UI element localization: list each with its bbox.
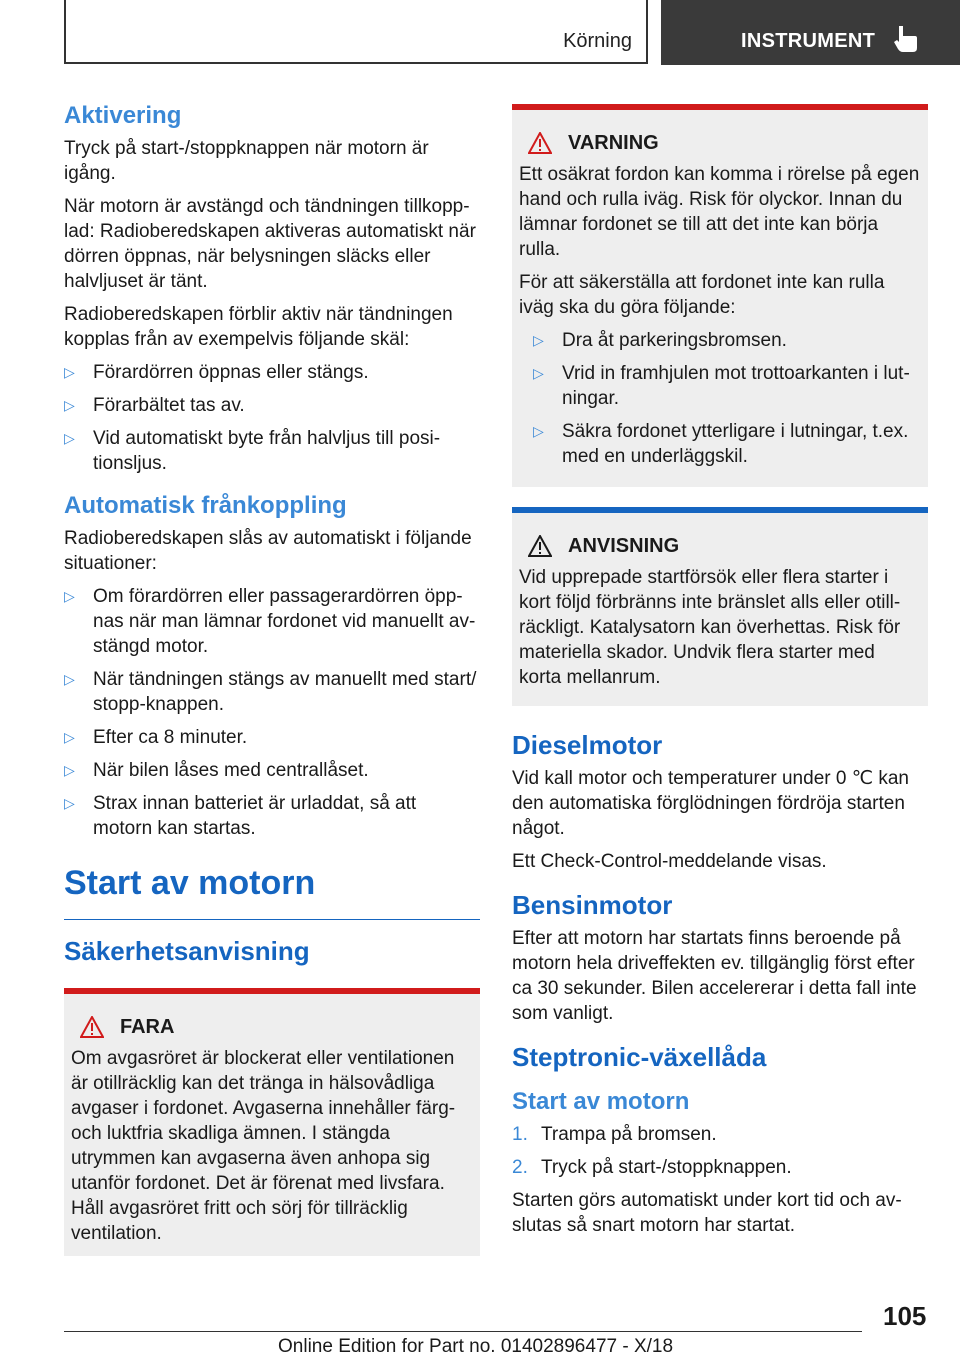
triangle-bullet-icon: ▷ bbox=[64, 364, 75, 380]
anvisning-text: Vid upprepade startförsök eller flera starter i kort följd förbränns inte bränslet alls eller otillräckligt. Katalysatorn kan överhettas. Risk för materiella skador. Undvik flera starter med korta mellanrum. bbox=[519, 567, 901, 688]
anvisning-box bbox=[512, 507, 928, 706]
page-number: 105 bbox=[883, 1301, 927, 1331]
heading-dieselmotor: Dieselmotor bbox=[512, 730, 663, 760]
warning-triangle-icon bbox=[528, 535, 552, 557]
hand-pointer-icon bbox=[893, 24, 919, 54]
fara-title: FARA bbox=[120, 1016, 175, 1038]
triangle-bullet-icon: ▷ bbox=[64, 430, 75, 446]
varning-p1: Ett osäkrat fordon kan komma i rörelse på egen hand och rulla iväg. Risk för olyckor. Innan du lämnar fordonet se till att det inte kan börja rulla. bbox=[519, 164, 920, 260]
triangle-bullet-icon: ▷ bbox=[64, 397, 75, 413]
triangle-bullet-icon: ▷ bbox=[64, 795, 75, 811]
header-section-title: Körning bbox=[563, 30, 632, 52]
triangle-bullet-icon: ▷ bbox=[533, 423, 544, 439]
list-item: ▷ Vid automatiskt byte från halvljus till positionsljus. bbox=[64, 428, 441, 474]
header-chapter-title: INSTRUMENT bbox=[741, 30, 876, 52]
list-item: ▷ Om förardörren eller passagerardörren öppnas när man lämnar fordonet vid manuellt avstängd motor. bbox=[64, 586, 476, 657]
triangle-bullet-icon: ▷ bbox=[533, 332, 544, 348]
varning-box bbox=[512, 104, 928, 487]
fara-box bbox=[64, 988, 480, 1256]
triangle-bullet-icon: ▷ bbox=[64, 762, 75, 778]
right-column bbox=[512, 104, 928, 1246]
frankoppling-p1: Radioberedskapen slås av automatiskt i följande situationer: bbox=[64, 528, 472, 574]
heading-steptronic: Steptronic-växellåda bbox=[512, 1042, 767, 1072]
list-item: ▷ Efter ca 8 minuter. bbox=[64, 727, 248, 748]
list-item: 2. Tryck på start-/stoppknappen. bbox=[512, 1157, 792, 1178]
heading-frankoppling: Automatisk frånkoppling bbox=[64, 492, 347, 519]
triangle-bullet-icon: ▷ bbox=[64, 729, 75, 745]
varning-p2: För att säkerställa att fordonet inte kan rulla iväg ska du göra följande: bbox=[519, 272, 885, 318]
footer-edition: Online Edition for Part no. 01402896477 - X/18 bbox=[278, 1336, 674, 1357]
warning-triangle-icon bbox=[80, 1016, 104, 1038]
heading-steptronic-start: Start av motorn bbox=[512, 1088, 690, 1115]
triangle-bullet-icon: ▷ bbox=[64, 671, 75, 687]
list-item: ▷ Förarbältet tas av. bbox=[64, 395, 245, 416]
aktivering-p1: Tryck på start-/stoppknappen när motorn är igång. bbox=[64, 138, 429, 184]
triangle-bullet-icon: ▷ bbox=[64, 588, 75, 604]
bensin-p1: Efter att motorn har startats finns beroende på motorn hela driveffekten ev. tillgänglig först efter ca 30 sekunder. Bilen accelererar i detta fall inte som vanligt. bbox=[512, 928, 917, 1024]
list-item: ▷ När bilen låses med centrallåset. bbox=[64, 760, 369, 781]
aktivering-p3: Radioberedskapen förblir aktiv när tändningen kopplas från av exempelvis följande skäl: bbox=[64, 304, 453, 350]
frankoppling-list bbox=[64, 584, 480, 841]
anvisning-title: ANVISNING bbox=[568, 535, 680, 557]
header-chapter-box bbox=[661, 0, 960, 65]
diesel-p1: Vid kall motor och temperaturer under 0 ℃ kan den automatiska förglödningen fördröja starten något. bbox=[512, 768, 909, 839]
triangle-bullet-icon: ▷ bbox=[533, 365, 544, 381]
heading-bensinmotor: Bensinmotor bbox=[512, 890, 673, 920]
varning-title: VARNING bbox=[568, 132, 659, 154]
warning-triangle-icon bbox=[528, 132, 552, 154]
section-rule bbox=[64, 919, 480, 920]
aktivering-p2: När motorn är avstängd och tändningen tillkopplad: Radioberedskapen aktiveras automatiskt när dörren öppnas, när belysningen släcks eller halvljuset är tänt. bbox=[64, 196, 476, 292]
steptronic-p1: Starten görs automatiskt under kort tid och avslutas så snart motorn har startat. bbox=[512, 1190, 902, 1236]
list-item: ▷ Strax innan batteriet är urladdat, så att motorn kan startas. bbox=[64, 793, 417, 839]
heading-aktivering: Aktivering bbox=[64, 102, 182, 129]
varning-list bbox=[519, 328, 921, 469]
steptronic-steps bbox=[512, 1122, 928, 1180]
list-item: ▷ Dra åt parkeringsbromsen. bbox=[533, 330, 787, 351]
heading-sakerhetsanvisning: Säkerhetsanvisning bbox=[64, 936, 310, 966]
header-section-box bbox=[64, 0, 648, 64]
aktivering-list bbox=[64, 360, 480, 476]
footer-rule bbox=[64, 1331, 862, 1332]
heading-start-av-motorn: Start av motorn bbox=[64, 864, 316, 902]
list-item: ▷ Säkra fordonet ytterligare i lutningar, t.ex. med en underläggskil. bbox=[533, 421, 909, 467]
diesel-p2: Ett Check-Control-meddelande visas. bbox=[512, 851, 827, 872]
list-item: 1. Trampa på bromsen. bbox=[512, 1124, 717, 1145]
list-item: ▷ Förardörren öppnas eller stängs. bbox=[64, 362, 369, 383]
left-column bbox=[64, 100, 480, 1276]
list-item: ▷ Vrid in framhjulen mot trottoarkanten i lutningar. bbox=[533, 363, 910, 409]
list-item: ▷ När tändningen stängs av manuellt med start/ stopp-knappen. bbox=[64, 669, 477, 715]
fara-text: Om avgasröret är blockerat eller ventilationen är otillräcklig kan det tränga in hälsovådliga avgaser i fordonet. Avgaserna innehåller färg- och luktfria skadliga ämnen. I stängda utrymmen kan avgaserna även anhopa sig utanför fordonet. Det är förenat med livsfara. Håll avgasröret fritt och sörj för tillräcklig ventilation. bbox=[71, 1048, 456, 1244]
